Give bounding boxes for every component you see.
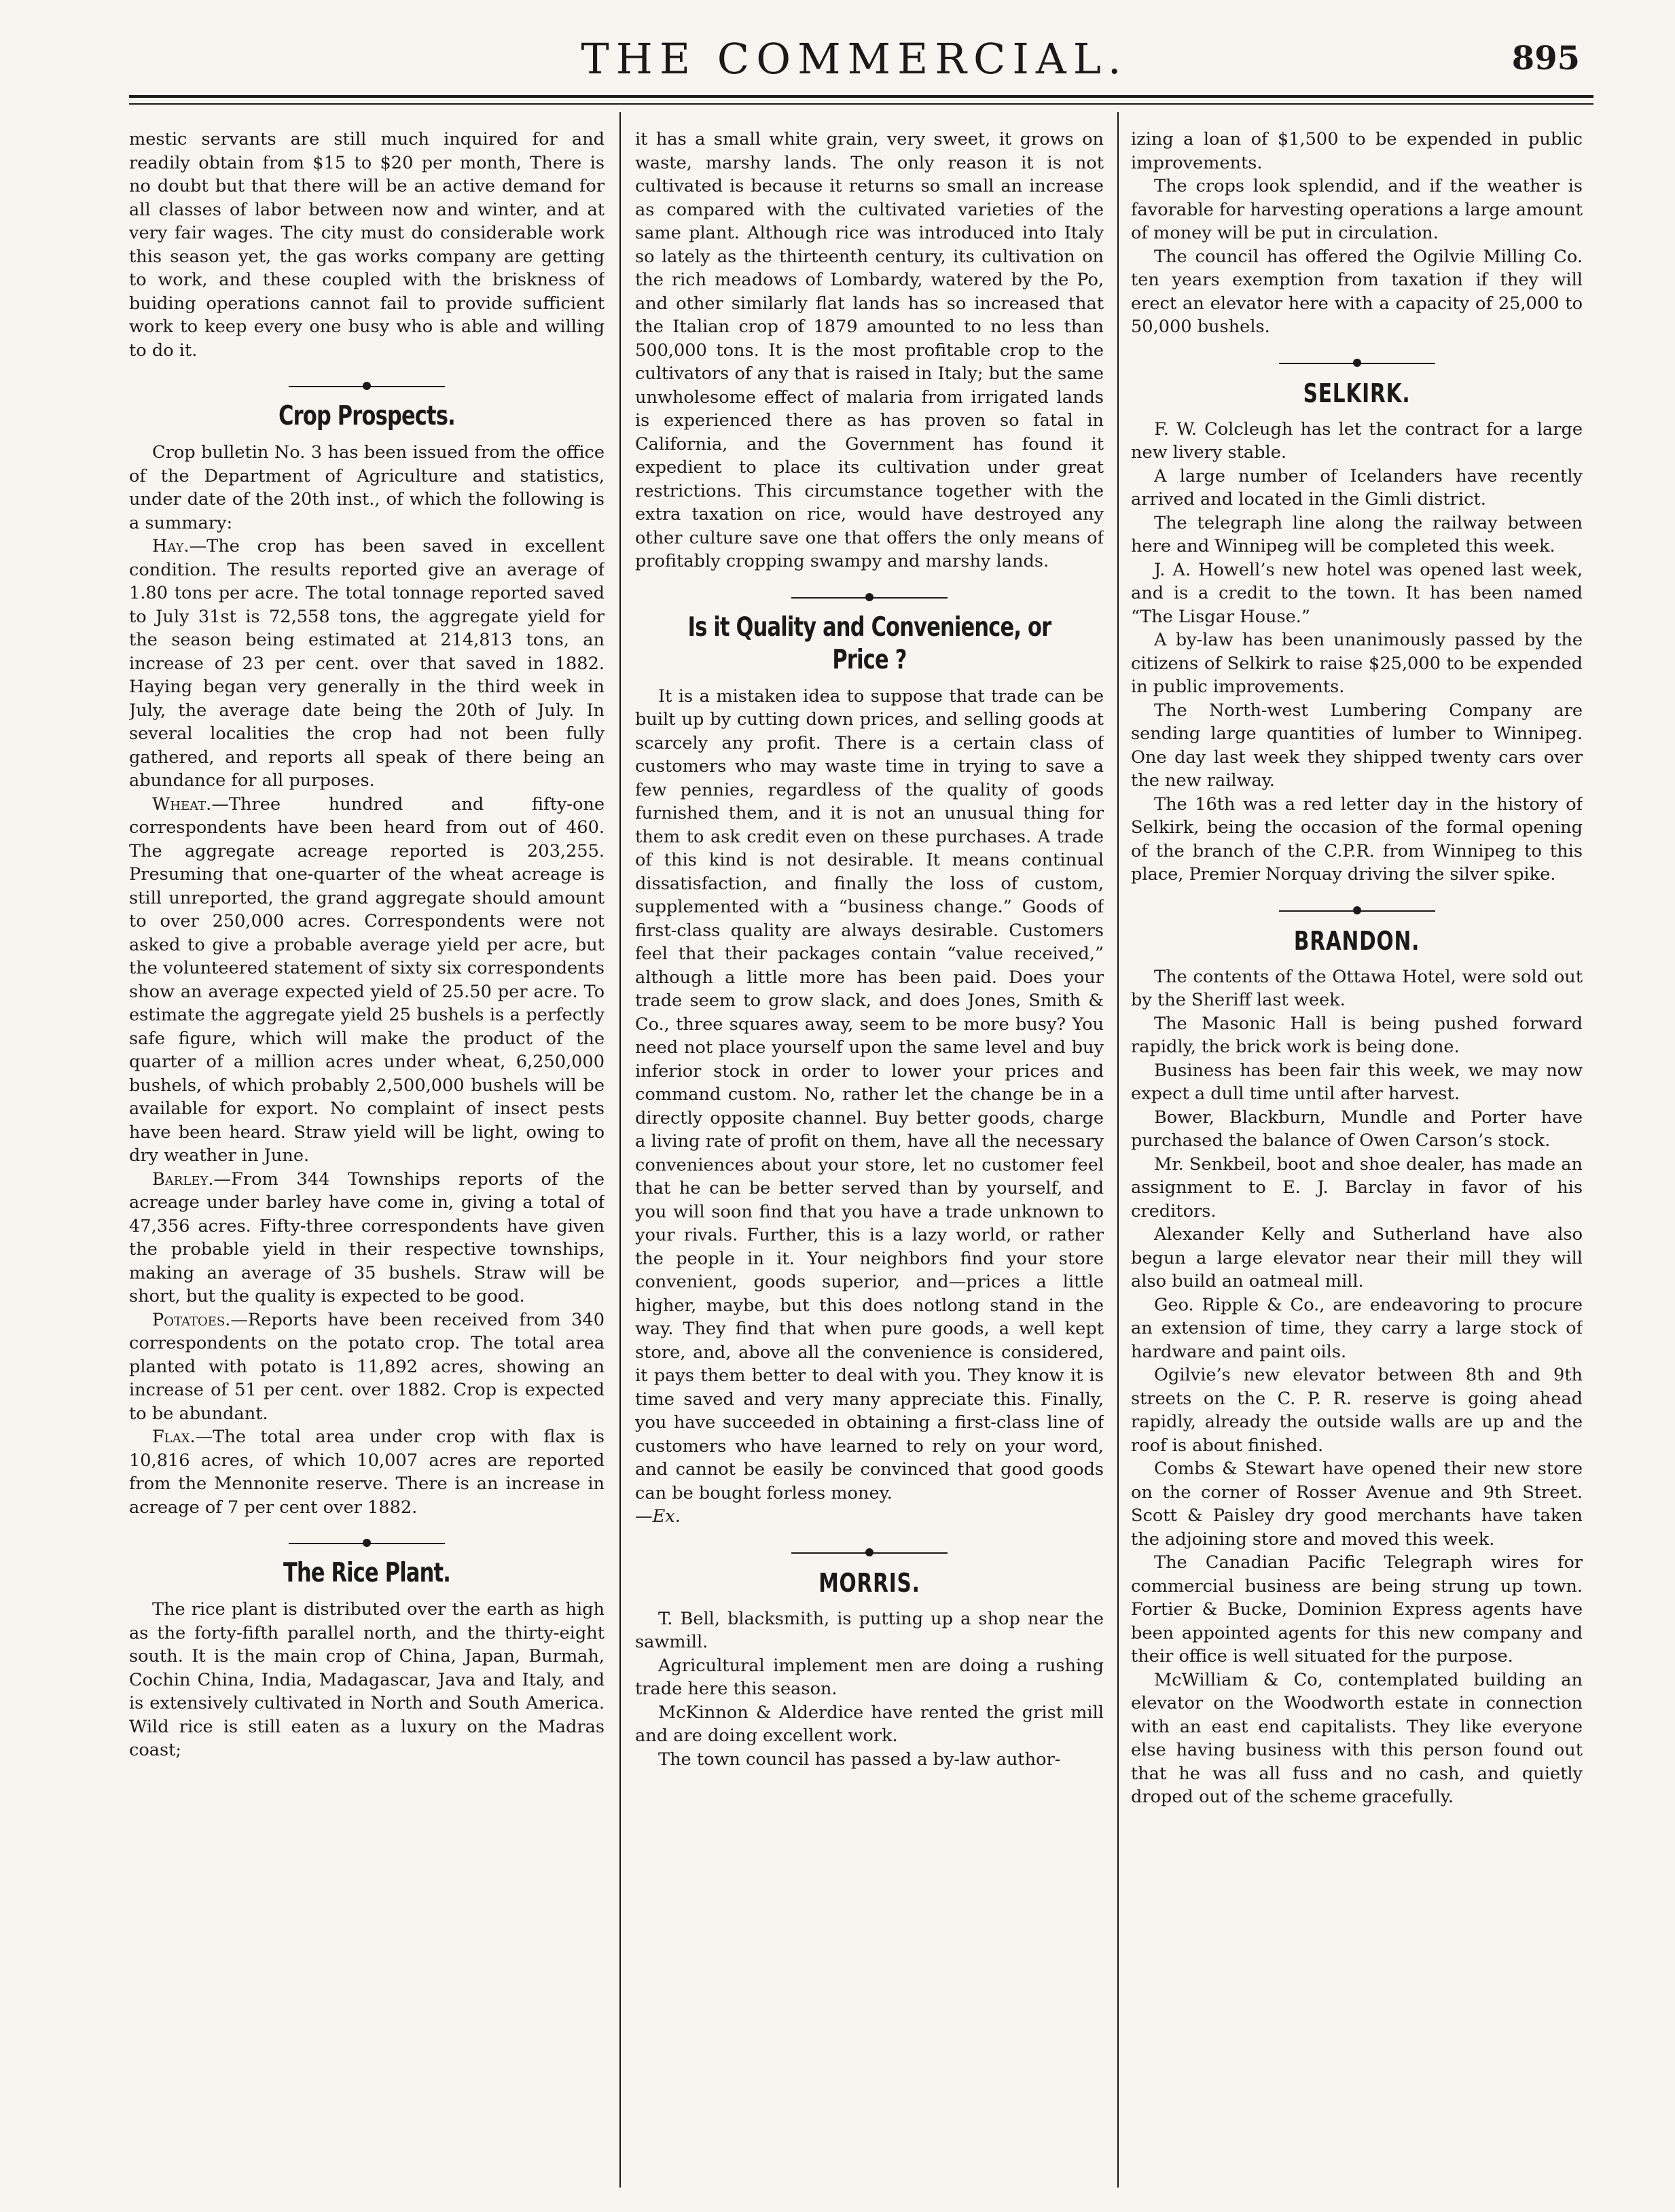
header-rule-thick <box>129 95 1593 98</box>
headline-selkirk: SELKIRK. <box>1303 378 1411 408</box>
run-in-label: Wheat. <box>152 793 212 815</box>
news-item: Agricultural implement men are doing a rushing trade here this season. <box>635 1655 1104 1699</box>
news-item: A by-law has been unanimously passed by the citizens of Selkirk to raise $25,000 to be expended in public improvements. <box>1131 630 1583 697</box>
paragraph: it has a small white grain, very sweet, it grows on waste, marshy lands. The only reason it is not cultivated is because it returns so small an increase as compared with the cultivated varieties of the same plant. Although rice was introduced into Italy so lately as the thirteenth century, its cultivation on the rich meadows of Lombardy, watered by the Po, and other similarly flat lands has so increased that the Italian crop of 1879 amounted to no less than 500,000 tons. It is the most profitable crop to the cultivators of any that is raised in Italy; but the same unwholesome effect of malaria from irrigated lands is experienced there as has proven so fatal in California, and the Government has found it expedient to place its cultivation under great restrictions. This circumstance together with the extra taxation on rice, would have destroyed any other culture save one that offers the only means of profitably cropping swampy and marshy lands. <box>635 129 1104 571</box>
news-item: Alexander Kelly and Sutherland have also begun a large elevator near their mill they will also build an oatmeal mill. <box>1131 1224 1583 1291</box>
news-item: Bower, Blackburn, Mundle and Porter have purchased the balance of Owen Carson’s stock. <box>1131 1107 1583 1151</box>
news-item: The contents of the Ottawa Hotel, were sold out by the Sheriff last week. <box>1131 966 1583 1010</box>
news-item: Mr. Senkbeil, boot and shoe dealer, has made an assignment to E. J. Barclay in favor of his creditors. <box>1131 1154 1583 1221</box>
headline-rice-plant: The Rice Plant. <box>283 1558 451 1588</box>
news-item: McWilliam & Co, contemplated building an elevator on the Woodworth estate in connection with an east end capitalists. They like everyone else having business with this person found out that he was all fuss and no cash, and quietly droped out of the scheme gracefully. <box>1131 1669 1583 1807</box>
paragraph-wheat <box>129 793 605 1168</box>
section-ornament <box>289 1537 445 1550</box>
headline-quality-convenience-price: Is it Quality and Convenience, or Price ? <box>687 611 1051 675</box>
column-divider <box>619 112 621 2188</box>
paragraph-text: —The crop has been saved in excellent condition. The results reported give an average of 1.80 tons per acre. The total tonnage reported saved to July 31st is 72,558 tons, the aggregate yield for the season being estimated at 214,813 tons, an increase of 23 per cent. over that saved in 1882. Haying began very generally in the third week in July, the average date being the 20th of July. In several localities the crop had not been fully gathered, and reports all speak of there being an abundance for all purposes. <box>129 536 605 791</box>
paragraph: Crop bulletin No. 3 has been issued from the office of the Department of Agriculture and statistics, under date of the 20th inst., of which the following is a summary: <box>129 442 605 533</box>
column-2 <box>635 128 1104 2186</box>
news-item: A large number of Icelanders have recently arrived and located in the Gimli district. <box>1131 465 1583 510</box>
news-item: J. A. Howell’s new hotel was opened last week, and is a credit to the town. It has been named “The Lisgar House.” <box>1131 559 1583 627</box>
news-item: izing a loan of $1,500 to be expended in public improvements. <box>1131 129 1583 173</box>
news-item: The council has offered the Ogilvie Milling Co. ten years exemption from taxation if they will erect an elevator here with a capacity of 25,000 to 50,000 bushels. <box>1131 246 1583 337</box>
paragraph: The rice plant is distributed over the earth as high as the forty-fifth parallel north, and the thirty-eight south. It is the main crop of China, Japan, Burmah, Cochin China, India, Madagascar, Java and Italy, and is extensively cultivated in North and South America. Wild rice is still eaten as a luxury on the Madras coast; <box>129 1599 605 1760</box>
paragraph-text: —Reports have been received from 340 correspondents on the potato crop. The total area planted with potato is 11,892 acres, showing an increase of 51 per cent. over 1882. Crop is expected to be abundant. <box>129 1309 605 1424</box>
news-item: Geo. Ripple & Co., are endeavoring to procure an extension of time, they carry a large stock of hardware and paint oils. <box>1131 1294 1583 1362</box>
news-item: The telegraph line along the railway between here and Winnipeg will be completed this week. <box>1131 512 1583 556</box>
header-rule-thin <box>129 103 1593 105</box>
newspaper-title: THE COMMERCIAL. <box>581 34 1128 84</box>
masthead <box>115 20 1593 102</box>
news-item: F. W. Colcleugh has let the contract for a large new livery stable. <box>1131 418 1583 463</box>
run-in-label: Flax. <box>152 1427 196 1447</box>
paragraph-barley <box>129 1168 605 1308</box>
news-item: The Canadian Pacific Telegraph wires for commercial business are being strung up town. Fortier & Bucke, Dominion Express agents have been appointed agents for this new company and their office is well situated for the purpose. <box>1131 1552 1583 1666</box>
news-item: The 16th was a red letter day in the history of Selkirk, being the occasion of the formal opening of the branch of the C.P.R. from Winnipeg to this place, Premier Norquay driving the silver spike. <box>1131 793 1583 885</box>
paragraph-flax <box>129 1425 605 1519</box>
section-ornament <box>791 591 948 605</box>
news-item: Combs & Stewart have opened their new store on the corner of Rosser Avenue and 9th Street. Scott & Paisley dry good merchants have taken the adjoining store and moved this week. <box>1131 1459 1583 1550</box>
page-number: 895 <box>1511 39 1580 77</box>
news-item: Ogilvie’s new elevator between 8th and 9th streets on the C. P. R. reserve is going ahead rapidly, already the outside walls are up and the roof is about finished. <box>1131 1365 1583 1456</box>
source-credit: —Ex. <box>635 1506 681 1527</box>
paragraph: mestic servants are still much inquired for and readily obtain from $15 to $20 per month, There is no doubt but that there will be an active demand for all classes of labor between now and winter, and at very fair wages. The city must do considerable work this season yet, the gas works company are getting to work, and these coupled with the briskness of buiding operations cannot fail to provide sufficient work to keep every one busy who is able and willing to do it. <box>129 129 605 361</box>
paragraph <box>635 685 1104 1529</box>
news-item: McKinnon & Alderdice have rented the grist mill and are doing excellent work. <box>635 1702 1104 1746</box>
news-item: The town council has passed a by-law author- <box>658 1749 1061 1770</box>
paragraph-hay <box>129 535 605 793</box>
news-item: T. Bell, blacksmith, is putting up a shop near the sawmill. <box>635 1608 1104 1652</box>
section-ornament <box>289 380 445 393</box>
headline-crop-prospects: Crop Prospects. <box>278 401 455 431</box>
news-item: The Masonic Hall is being pushed forward rapidly, the brick work is being done. <box>1131 1013 1583 1057</box>
news-item: Business has been fair this week, we may now expect a dull time until after harvest. <box>1131 1060 1583 1104</box>
run-in-label: Barley. <box>152 1169 214 1190</box>
paragraph-text: —The total area under crop with flax is 10,816 acres, of which 10,007 acres are reported from the Mennonite reserve. There is an increase in acreage of 7 per cent over 1882. <box>129 1427 605 1518</box>
column-1 <box>129 128 605 2186</box>
news-item: The North-west Lumbering Company are sending large quantities of lumber to Winnipeg. One day last week they shipped twenty cars over the new railway. <box>1131 700 1583 791</box>
headline-brandon: BRANDON. <box>1293 925 1420 956</box>
paragraph-text: It is a mistaken idea to suppose that trade can be built up by cutting down prices, and selling goods at scarcely any profit. There is a certain class of customers who may waste time in trying to save a few pennies, regardless of the quality of goods furnished them, and it is not an unusual thing for them to ask credit even on these purchases. A trade of this kind is not desirable. It means continual dissatisfaction, and finally the loss of custom, supplemented with a “business change.” Goods of first-class quality are always desirable. Customers feel that their packages contain “value received,” although a little more has been paid. Does your trade seem to grow slack, and does Jones, Smith & Co., three squares away, seem to be more busy? You need not place yourself upon the same level and buy inferior stock in order to lower your prices and command custom. No, rather let the change be in a directly opposite channel. Buy better goods, charge a living rate of profit on them, have all the necessary conveniences about your store, let no customer feel that he can be better served than by yourself, and you will soon find that you have a trade unknown to your rivals. Further, this is a lazy world, or rather the people in it. Your neighbors find your store convenient, goods superior, and—prices a little higher, maybe, but this does notlong stand in the way. They find that when pure goods, a well kept store, and, above all the convenience is considered, it pays them better to deal with you. They know it is time saved and very many appreciate this. Finally, you have succeeded in obtaining a first-class line of customers who have learned to rely on your word, and cannot be easily be convinced that good goods can be bought forless money. <box>635 685 1104 1503</box>
section-ornament <box>1279 904 1435 918</box>
section-ornament <box>791 1546 948 1560</box>
news-item: The crops look splendid, and if the weather is favorable for harvesting operations a large amount of money will be put in circulation. <box>1131 176 1583 243</box>
paragraph-potatoes <box>129 1308 605 1426</box>
column-3 <box>1131 128 1583 2186</box>
run-in-label: Hay. <box>152 536 190 556</box>
run-in-label: Potatoes. <box>152 1309 231 1330</box>
paragraph-text: —Three hundred and fifty-one correspondents have been heard from out of 460. The aggregate acreage reported is 203,255. Presuming that one-quarter of the wheat acreage is still unreported, the grand aggregate should amount to over 250,000 acres. Correspondents were not asked to give a probable average yield per acre, but the volunteered statement of sixty six correspondents show an average expected yield of 25.50 per acre. To estimate the aggregate yield 25 bushels is a perfectly safe figure, which will make the product of the quarter of a million acres under wheat, 6,250,000 bushels, of which probably 2,500,000 bushels will be available for export. No complaint of insect pests have been heard. Straw yield will be light, owing to dry weather in June. <box>129 793 605 1166</box>
headline-morris: MORRIS. <box>818 1567 920 1598</box>
paragraph-text: —From 344 Townships reports of the acreage under barley have come in, giving a total of 47,356 acres. Fifty-three correspondents have given the probable yield in their respective townships, making an average of 35 bushels. Straw will be short, but the quality is expected to be good. <box>129 1169 605 1306</box>
column-divider <box>1117 112 1119 2188</box>
section-ornament <box>1279 357 1435 370</box>
